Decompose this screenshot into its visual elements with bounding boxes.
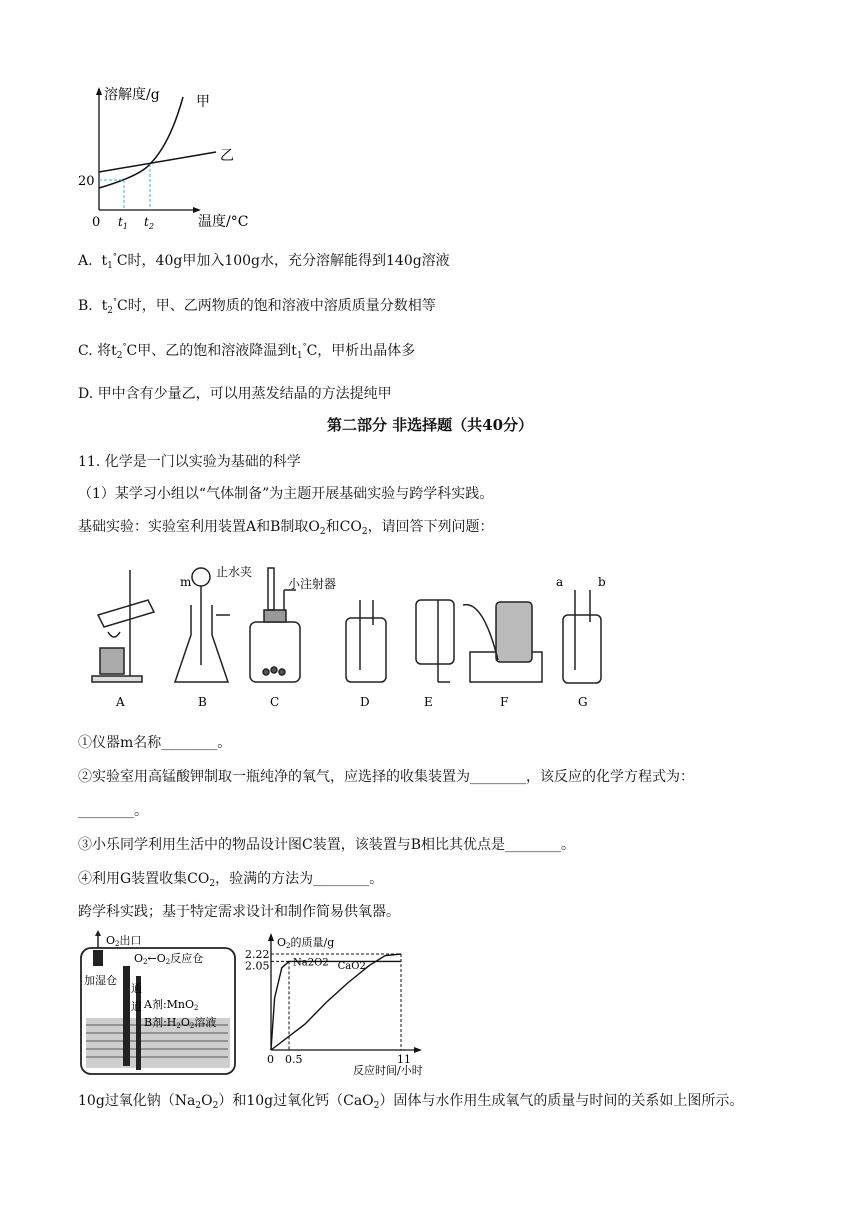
apparatus-label-f: F: [500, 695, 509, 709]
q11-q2a: ②实验室用高锰酸钾制取一瓶纯净的氧气，应选择的收集装置为________，该反应的化学方程式为：: [78, 769, 694, 785]
q11-part1: （1）某学习小组以“气体制备”为主题开展基础实验与跨学科实践。: [78, 486, 494, 502]
series-label-cao2: CaO2: [337, 960, 366, 972]
chart-xlabel: 温度/°C: [198, 214, 249, 230]
oxygen-mass-chart: [245, 930, 445, 1080]
solubility-chart: [70, 82, 270, 232]
q11-cross: 跨学科实践；基于特定需求设计和制作简易供氧器。: [78, 904, 400, 920]
label-m: m: [180, 575, 192, 589]
oxygen-device: [78, 930, 238, 1078]
y-tick-2-05: 2.05: [245, 959, 270, 973]
device-agent-a: A剂:MnO2: [144, 998, 199, 1012]
q11-q4: ④利用G装置收集$CO_2$，验满的方法为________。: [78, 871, 384, 889]
q11-q3: ③小乐同学利用生活中的物品设计图C装置，该装置与B相比其优点是________。: [78, 837, 575, 853]
apparatus-d: [346, 600, 386, 682]
apparatus-label-c: C: [270, 695, 280, 709]
x-tick-t1: $t_1$: [118, 215, 128, 231]
curve-label-jia: 甲: [196, 94, 210, 110]
label-b: b: [598, 575, 606, 589]
curve-label-yi: 乙: [220, 148, 234, 164]
apparatus-label-e: E: [424, 695, 433, 709]
x-tick-t2: $t_2$: [144, 215, 154, 231]
series-line-1: [271, 954, 401, 1050]
series-line-0: [271, 961, 401, 1050]
o2-xlabel: 反应时间/小时: [353, 1064, 423, 1077]
q11-q1: ①仪器m名称________。: [78, 735, 232, 751]
apparatus-f: [463, 602, 542, 682]
chart-ylabel: 溶解度/g: [104, 87, 160, 103]
apparatus-label-d: D: [360, 695, 370, 709]
option-c: C. 将$t_2^\circ C$甲、乙的饱和溶液降温到$t_1^\circ C$，甲析出晶体多: [78, 342, 416, 361]
device-channel-2: 道: [131, 1000, 142, 1013]
o2-x-arrow: [414, 1047, 422, 1053]
device-channel-1: 通: [131, 982, 142, 995]
o2-y-arrow: [268, 933, 274, 941]
apparatus-figure: [78, 560, 618, 715]
apparatus-label-b: B: [198, 695, 207, 709]
section-title: 第二部分 非选择题（共40分）: [326, 416, 534, 434]
option-a: A. $t_1^\circ C$时，40g甲加入100g水，充分溶解能得到140g溶液: [78, 252, 450, 271]
q11-stem: 11. 化学是一门以实验为基础的科学: [78, 454, 301, 470]
apparatus-label-a: A: [116, 695, 125, 709]
label-clamp: 止水夹: [216, 565, 253, 579]
label-a: a: [556, 575, 564, 589]
device-reaction: O2←O2反应仓: [134, 952, 204, 966]
device-humidifier: 加湿仓: [84, 974, 117, 987]
o2-ylabel: O2的质量/g: [277, 936, 335, 950]
q11-basic: 基础实验：实验室利用装置A和B制取$O_2$和$CO_2$，请回答下列问题：: [78, 519, 494, 537]
device-agent-b: B剂:H2O2溶液: [144, 1016, 217, 1030]
apparatus-a: [92, 570, 154, 682]
curve-jia: [99, 97, 183, 188]
label-syringe: 小注射器: [288, 577, 337, 591]
option-d: D. 甲中含有少量乙，可以用蒸发结晶的方法提纯甲: [78, 386, 392, 402]
x-axis-arrow: [193, 207, 201, 213]
x-tick-2: 11: [397, 1053, 411, 1066]
apparatus-e: [416, 600, 454, 682]
apparatus-g: [563, 590, 601, 683]
y-tick-20: 20: [78, 174, 95, 189]
q11-closing: 10g过氧化钠$(Na_2O_2)$和10g过氧化钙（CaO$_2$）固体与水作用生成氧气的质量与时间的关系如上图所示。: [78, 1093, 744, 1111]
origin-label: 0: [92, 215, 101, 230]
option-b: B. $t_2^\circ C$时，甲、乙两物质的饱和溶液中溶质质量分数相等: [78, 297, 436, 316]
x-tick-1: 0.5: [285, 1053, 303, 1066]
y-axis-arrow: [96, 87, 102, 95]
x-tick-0: 0: [267, 1053, 274, 1066]
q11-q2b: ________。: [78, 803, 148, 819]
device-outlet: O2出口: [106, 934, 142, 948]
apparatus-label-g: G: [578, 695, 588, 709]
series-label-na2o2: Na2O2: [293, 957, 329, 969]
y-tick-2-22: 2.22: [245, 948, 270, 961]
